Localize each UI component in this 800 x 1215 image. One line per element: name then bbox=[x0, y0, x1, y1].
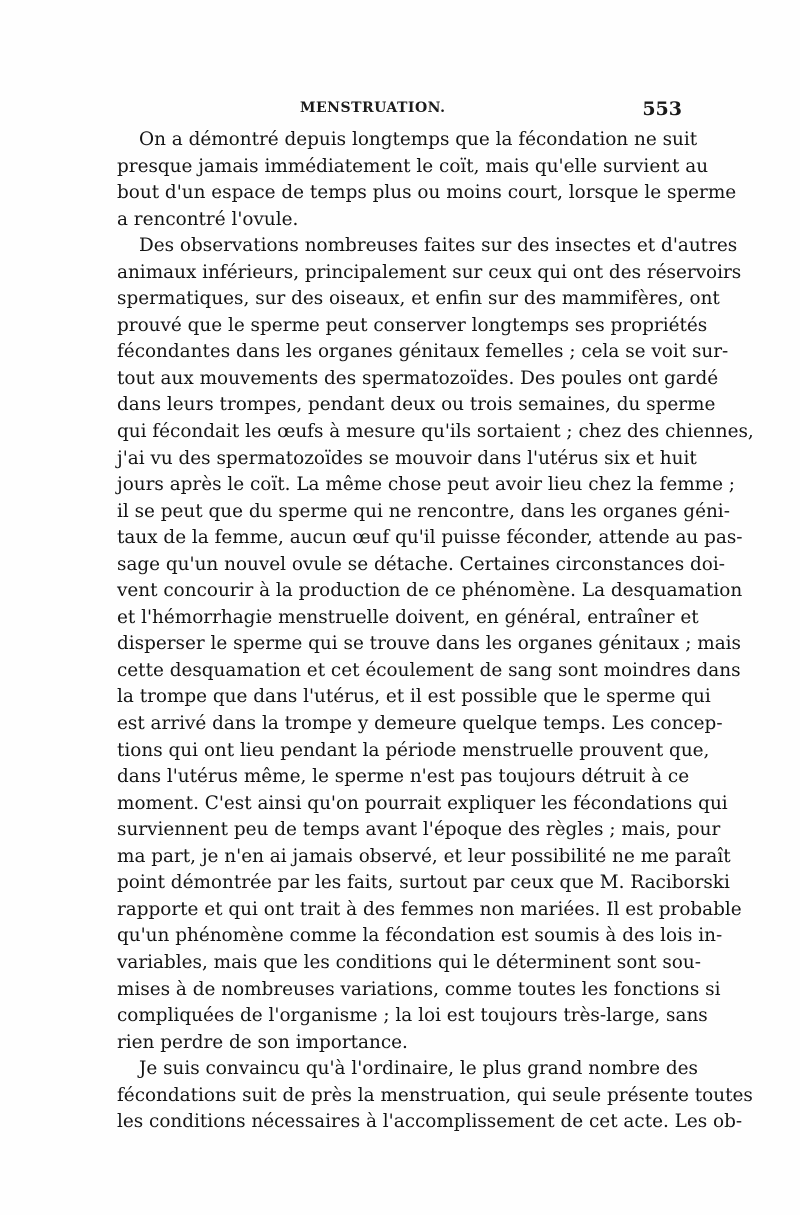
text-line: dans leurs trompes, pendant deux ou trois semaines, du sperme bbox=[117, 394, 716, 416]
text-line: disperser le sperme qui se trouve dans les organes génitaux ; mais bbox=[117, 633, 741, 655]
text-line: dans l'utérus même, le sperme n'est pas toujours détruit à ce bbox=[117, 766, 690, 788]
text-line: cette desquamation et cet écoulement de sang sont moindres dans bbox=[117, 659, 741, 681]
text-line: la trompe que dans l'utérus, et il est possible que le sperme qui bbox=[117, 686, 711, 708]
text-line: prouvé que le sperme peut conserver longtemps ses propriétés bbox=[117, 314, 708, 336]
text-line: a rencontré l'ovule. bbox=[117, 208, 299, 230]
text-line: rapporte et qui ont trait à des femmes non mariées. Il est probable bbox=[117, 898, 742, 920]
text-line: animaux inférieurs, principalement sur ceux qui ont des réservoirs bbox=[117, 261, 742, 283]
text-line: compliquées de l'organisme ; la loi est toujours très-large, sans bbox=[117, 1005, 708, 1027]
text-line: taux de la femme, aucun œuf qu'il puisse féconder, attende au pas- bbox=[117, 527, 743, 549]
text-line: est arrivé dans la trompe y demeure quelque temps. Les concep- bbox=[117, 713, 723, 735]
text-line: les conditions nécessaires à l'accomplissement de cet acte. Les ob- bbox=[117, 1111, 743, 1133]
text-line: fécondantes dans les organes génitaux femelles ; cela se voit sur- bbox=[117, 341, 729, 363]
text-line: tions qui ont lieu pendant la période menstruelle prouvent que, bbox=[117, 739, 710, 761]
text-line: et l'hémorrhagie menstruelle doivent, en général, entraîner et bbox=[117, 606, 699, 628]
page-number: 553 bbox=[642, 98, 682, 120]
text-line: sage qu'un nouvel ovule se détache. Certaines circonstances doi- bbox=[117, 553, 725, 575]
text-line: j'ai vu des spermatozoïdes se mouvoir dans l'utérus six et huit bbox=[117, 447, 697, 469]
text-line: variables, mais que les conditions qui le déterminent sont sou- bbox=[117, 951, 701, 973]
text-line: fécondations suit de près la menstruation, qui seule présente toutes bbox=[117, 1084, 753, 1106]
text-line: presque jamais immédiatement le coït, mais qu'elle survient au bbox=[117, 155, 709, 177]
text-line: surviennent peu de temps avant l'époque des règles ; mais, pour bbox=[117, 819, 721, 841]
text-line: mises à de nombreuses variations, comme toutes les fonctions si bbox=[117, 978, 721, 1000]
text-line: point démontrée par les faits, surtout par ceux que M. Raciborski bbox=[117, 872, 730, 894]
text-line: Je suis convaincu qu'à l'ordinaire, le plus grand nombre des bbox=[139, 1058, 698, 1080]
text-line: rien perdre de son importance. bbox=[117, 1031, 408, 1053]
text-line: qu'un phénomène comme la fécondation est soumis à des lois in- bbox=[117, 925, 723, 947]
body-text bbox=[117, 127, 754, 1136]
text-line: Des observations nombreuses faites sur des insectes et d'autres bbox=[139, 235, 738, 257]
text-line: tout aux mouvements des spermatozoïdes. Des poules ont gardé bbox=[117, 367, 719, 389]
text-line: jours après le coït. La même chose peut avoir lieu chez la femme ; bbox=[117, 474, 735, 496]
text-line: il se peut que du sperme qui ne rencontre, dans les organes géni- bbox=[117, 500, 730, 522]
text-line: vent concourir à la production de ce phénomène. La desquamation bbox=[117, 580, 743, 602]
text-line: moment. C'est ainsi qu'on pourrait expliquer les fécondations qui bbox=[117, 792, 728, 814]
text-line: On a démontré depuis longtemps que la fécondation ne suit bbox=[139, 129, 698, 150]
text-line: ma part, je n'en ai jamais observé, et leur possibilité ne me paraît bbox=[117, 845, 731, 867]
text-line: qui fécondait les œufs à mesure qu'ils sortaient ; chez des chiennes, bbox=[117, 421, 754, 443]
running-head: MENSTRUATION. bbox=[300, 100, 446, 116]
text-line: bout d'un espace de temps plus ou moins court, lorsque le sperme bbox=[117, 182, 737, 204]
text-line: spermatiques, sur des oiseaux, et enfin sur des mammifères, ont bbox=[117, 288, 720, 310]
